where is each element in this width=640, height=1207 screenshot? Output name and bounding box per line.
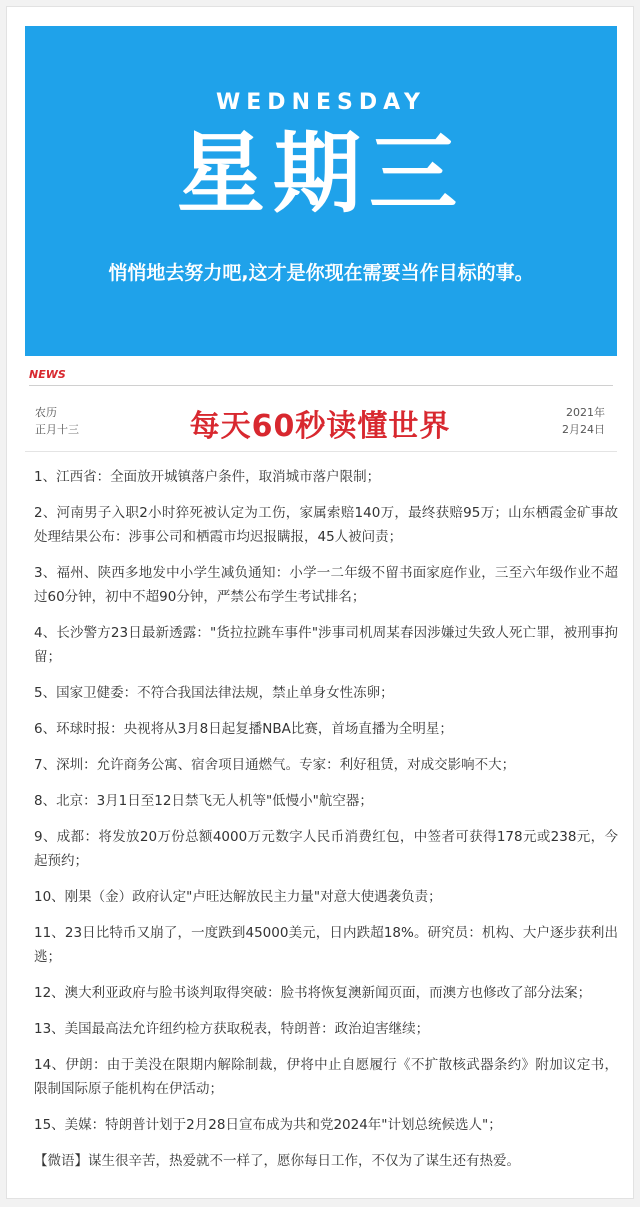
- news-item: 13、美国最高法允许纽约检方获取税表，特朗普：政治迫害继续；: [34, 1021, 430, 1037]
- lunar-date: 正月十三: [35, 423, 79, 436]
- news-item: 3、福州、陕西多地发中小学生减负通知：小学一二年级不留书面家庭作业，三至六年级作业不超过60分钟，初中不超90分钟，严禁公布学生考试排名；: [34, 565, 618, 605]
- date-day: 2月24日: [562, 423, 605, 436]
- article-page: [6, 6, 634, 1199]
- news-section-tag: NEWS: [29, 368, 66, 381]
- news-item: 7、深圳：允许商务公寓、宿舍项目通燃气。专家：利好租赁，对成交影响不大；: [34, 757, 516, 773]
- news-item: 9、成都：将发放20万份总额4000万元数字人民币消费红包，中签者可获得178元或238元，今起预约；: [34, 829, 618, 869]
- news-item: 4、长沙警方23日最新透露："货拉拉跳车事件"涉事司机周某春因涉嫌过失致人死亡罪，被刑事拘留；: [34, 625, 618, 665]
- news-item: 10、刚果（金）政府认定"卢旺达解放民主力量"对意大使遇袭负责；: [34, 889, 442, 905]
- gregorian-date-block: [562, 404, 605, 438]
- news-item: 6、环球时报：央视将从3月8日起复播NBA比赛，首场直播为全明星；: [34, 721, 453, 737]
- section-divider: [29, 385, 613, 386]
- news-item: 1、江西省：全面放开城镇落户条件，取消城市落户限制；: [34, 469, 381, 485]
- date-year: 2021年: [566, 406, 605, 419]
- page-title: 每天60秒读懂世界: [189, 409, 451, 444]
- news-item: 2、河南男子入职2小时猝死被认定为工伤，家属索赔140万，最终获赔95万；山东栖霞金矿事故处理结果公布：涉事公司和栖霞市均迟报瞒报，45人被问责；: [34, 505, 618, 545]
- news-list: [34, 465, 618, 1173]
- banner-motto: 悄悄地去努力吧,这才是你现在需要当作目标的事。: [108, 262, 534, 284]
- daily-quote: 【微语】谋生很辛苦，热爱就不一样了，愿你每日工作，不仅为了谋生还有热爱。: [34, 1153, 520, 1169]
- news-item: 8、北京：3月1日至12日禁飞无人机等"低慢小"航空器；: [34, 793, 373, 809]
- header-divider: [25, 451, 617, 452]
- news-item: 5、国家卫健委：不符合我国法律法规，禁止单身女性冻卵；: [34, 685, 394, 701]
- news-item: 15、美媒：特朗普计划于2月28日宣布成为共和党2024年"计划总统候选人"；: [34, 1117, 502, 1133]
- news-item: 12、澳大利亚政府与脸书谈判取得突破：脸书将恢复澳新闻页面，而澳方也修改了部分法案；: [34, 985, 592, 1001]
- news-item: 11、23日比特币又崩了，一度跌到45000美元，日内跌超18%。研究员：机构、大户逐步获利出逃；: [34, 925, 618, 965]
- news-item: 14、伊朗：由于美没在限期内解除制裁，伊将中止自愿履行《不扩散核武器条约》附加议定书，限制国际原子能机构在伊活动；: [34, 1057, 618, 1097]
- weekday-english: WEDNESDAY: [216, 90, 426, 115]
- weekday-chinese: 星期三: [176, 122, 465, 225]
- weekday-banner: [25, 26, 617, 356]
- lunar-label: 农历: [35, 406, 57, 419]
